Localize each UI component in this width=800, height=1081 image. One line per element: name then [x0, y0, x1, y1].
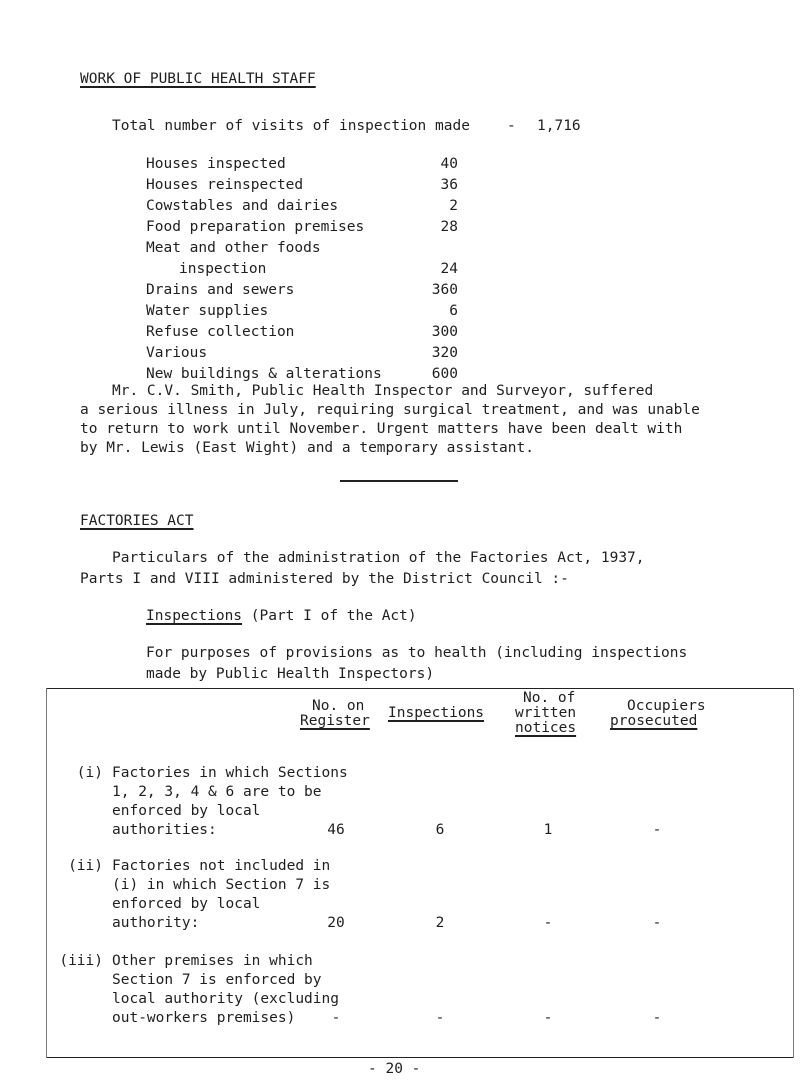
paragraph-line: Mr. C.V. Smith, Public Health Inspector and Surveyor, suffered — [112, 383, 654, 399]
visit-value: 36 — [440, 177, 458, 193]
purpose-line: made by Public Health Inspectors) — [146, 666, 435, 682]
visit-value: 6 — [449, 303, 458, 319]
row-description: authorities: — [112, 822, 217, 838]
row-description: 1, 2, 3, 4 & 6 are to be — [112, 784, 322, 800]
cell-register: - — [331, 1010, 341, 1026]
factories-intro-line: Particulars of the administration of the Factories Act, 1937, — [112, 550, 645, 566]
inspections-subheading-rest: (Part I of the Act) — [242, 608, 417, 624]
visit-label: Drains and sewers — [146, 282, 295, 298]
purpose-line: For purposes of provisions as to health (including inspections — [146, 645, 688, 661]
col-register-header: No. on — [312, 698, 365, 714]
row-description: authority: — [112, 915, 200, 931]
col-prosecuted-header: Occupiers — [627, 698, 706, 714]
visit-value: 24 — [440, 261, 458, 277]
row-description: enforced by local — [112, 803, 261, 819]
row-description: Factories in which Sections — [112, 765, 348, 781]
visit-label: New buildings & alterations — [146, 366, 382, 382]
row-description: Factories not included in — [112, 858, 331, 874]
row-description: out-workers premises) — [112, 1010, 296, 1026]
total-visits-value: 1,716 — [537, 118, 581, 134]
cell-notices: - — [543, 1010, 553, 1026]
table-right-border — [793, 688, 794, 1058]
row-description: enforced by local — [112, 896, 261, 912]
cell-notices: - — [543, 915, 553, 931]
visit-value: 360 — [431, 282, 458, 298]
cell-inspections: 2 — [435, 915, 445, 931]
cell-register: 20 — [327, 915, 345, 931]
paragraph-line: a serious illness in July, requiring surgical treatment, and was unable — [80, 402, 700, 418]
table-top-border — [46, 688, 794, 689]
page-heading: WORK OF PUBLIC HEALTH STAFF — [80, 71, 316, 87]
visit-value: 28 — [440, 219, 458, 235]
section-divider — [340, 480, 458, 482]
col-notices-header: notices — [515, 720, 577, 736]
row-description: (i) in which Section 7 is — [112, 877, 331, 893]
cell-notices: 1 — [543, 822, 553, 838]
visit-label: Various — [146, 345, 208, 361]
visit-label: Cowstables and dairies — [146, 198, 339, 214]
visit-label: Meat and other foods — [146, 240, 321, 256]
col-prosecuted-header: prosecuted — [610, 713, 698, 729]
visit-label: Houses reinspected — [146, 177, 304, 193]
inspections-subheading-underlined: Inspections — [146, 608, 243, 624]
row-description: Section 7 is enforced by — [112, 972, 322, 988]
visit-label: Houses inspected — [146, 156, 286, 172]
paragraph-line: by Mr. Lewis (East Wight) and a temporary assistant. — [80, 440, 534, 456]
cell-register: 46 — [327, 822, 345, 838]
visit-value: 600 — [431, 366, 458, 382]
visit-label-continued: inspection — [179, 261, 267, 277]
cell-prosecuted: - — [652, 822, 662, 838]
col-notices-header: No. of — [523, 690, 576, 706]
row-number: (i) — [76, 765, 103, 781]
paragraph-line: to return to work until November. Urgent matters have been dealt with — [80, 421, 683, 437]
visit-label: Refuse collection — [146, 324, 295, 340]
row-description: Other premises in which — [112, 953, 313, 969]
cell-inspections: 6 — [435, 822, 445, 838]
total-visits-dash: - — [507, 118, 516, 134]
row-number: (ii) — [68, 858, 103, 874]
col-inspections-header: Inspections — [388, 705, 485, 721]
cell-prosecuted: - — [652, 915, 662, 931]
visit-value: 2 — [449, 198, 458, 214]
visit-label: Food preparation premises — [146, 219, 365, 235]
cell-prosecuted: - — [652, 1010, 662, 1026]
cell-inspections: - — [435, 1010, 445, 1026]
col-register-header: Register — [300, 713, 370, 729]
visit-value: 300 — [431, 324, 458, 340]
visit-label: Water supplies — [146, 303, 269, 319]
total-visits-label: Total number of visits of inspection made — [112, 118, 470, 134]
row-description: local authority (excluding — [112, 991, 339, 1007]
col-notices-header: written — [515, 705, 577, 721]
visit-value: 40 — [440, 156, 458, 172]
factories-intro-line: Parts I and VIII administered by the District Council :- — [80, 571, 569, 587]
inspections-subheading — [146, 609, 417, 624]
factories-heading: FACTORIES ACT — [80, 513, 194, 529]
visit-value: 320 — [431, 345, 458, 361]
row-number: (iii) — [59, 953, 103, 969]
page-number: - 20 - — [368, 1061, 421, 1077]
table-bottom-border — [46, 1057, 794, 1058]
